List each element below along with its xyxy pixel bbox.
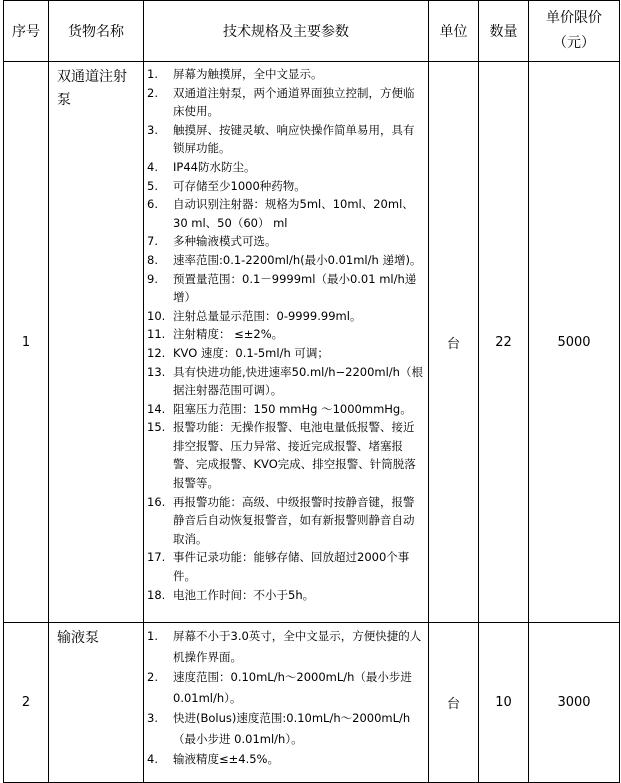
header-index: 序号 (4, 1, 49, 62)
spec-item-text: 再报警功能：高级、中级报警时按静音键，报警静音后自动恢复报警音，如有新报警则静音自动取消。 (173, 494, 415, 546)
spec-item-number: 6. (147, 197, 158, 212)
spec-list (147, 626, 424, 770)
spec-item-text: 事件记录功能：能够存储、回放超过2000个事件。 (173, 550, 410, 584)
spec-item (147, 493, 424, 549)
row-index: 2 (4, 623, 49, 783)
header-quantity: 数量 (479, 1, 529, 62)
header-unit: 单位 (429, 1, 479, 62)
spec-item-number: 9. (147, 271, 158, 286)
spec-item-text: 具有快进功能,快进速率50.ml/h−2200ml/h（根据注射器范围可调）。 (173, 364, 423, 398)
spec-item (147, 344, 424, 363)
spec-item-number: 12. (147, 345, 166, 360)
row-spec-cell (144, 623, 429, 783)
spec-item (147, 400, 424, 419)
spec-item (147, 195, 424, 232)
spec-item-text: 速度范围：0.10mL/h～2000mL/h（最小步进0.01ml/h）。 (173, 670, 412, 705)
spec-item-number: 5. (147, 178, 158, 193)
spec-item-number: 1. (147, 67, 158, 81)
spec-item-text: IP44防水防尘。 (173, 159, 256, 174)
spec-item-number: 17. (147, 550, 166, 565)
spec-item-number: 16. (147, 494, 166, 509)
spec-item (147, 418, 424, 492)
row-quantity: 22 (479, 62, 529, 623)
spec-item (147, 626, 424, 667)
spec-item-number: 13. (147, 364, 166, 379)
header-price (529, 1, 620, 62)
row-price: 5000 (529, 62, 620, 623)
spec-item (147, 667, 424, 708)
row-quantity: 10 (479, 623, 529, 783)
row-unit: 台 (429, 623, 479, 783)
header-price-line1: 单价限价 (546, 10, 602, 26)
spec-item-number: 1. (147, 629, 158, 643)
spec-item (147, 158, 424, 177)
spec-item-text: KVO 速度：0.1-5ml/h 可调； (173, 345, 329, 360)
spec-item (147, 363, 424, 400)
spec-item-text: 输液精度≤±4.5%。 (173, 752, 279, 766)
spec-list (147, 65, 424, 604)
spec-item-number: 18. (147, 587, 166, 602)
spec-item (147, 65, 424, 84)
spec-item-text: 预置量范围：0.1－9999ml（最小0.01 ml/h递增） (173, 271, 417, 305)
table-row (4, 623, 620, 783)
spec-item (147, 749, 424, 770)
spec-item (147, 84, 424, 121)
row-spec-cell (144, 62, 429, 623)
spec-item-number: 8. (147, 252, 158, 267)
spec-item-text: 双通道注射泵，两个通道界面独立控制，方便临床使用。 (173, 85, 415, 119)
spec-table (3, 0, 620, 783)
row-unit: 台 (429, 62, 479, 623)
spec-item-text: 电池工作时间：不小于5h。 (173, 587, 315, 602)
row-index: 1 (4, 62, 49, 623)
header-name: 货物名称 (49, 1, 144, 62)
row-item-name: 双通道注射泵 (49, 62, 144, 623)
spec-item (147, 232, 424, 251)
spec-item (147, 325, 424, 344)
spec-item-text: 触摸屏、按键灵敏、响应快操作简单易用，具有锁屏功能。 (173, 122, 415, 156)
row-item-name: 输液泵 (49, 623, 144, 783)
table-row (4, 62, 620, 623)
spec-item (147, 586, 424, 605)
spec-item-number: 7. (147, 234, 158, 249)
spec-item-text: 注射总量显示范围：0-9999.99ml。 (173, 308, 362, 323)
spec-item-text: 报警功能：无操作报警、电池电量低报警、接近排空报警、压力异常、接近完成报警、堵塞报警、完成报警、KVO完成、排空报警、针筒脱落报警等。 (173, 420, 416, 491)
spec-item-number: 4. (147, 752, 158, 766)
spec-item-text: 速率范围:0.1-2200ml/h(最小0.01ml/h 递增)。 (173, 252, 422, 267)
row-price: 3000 (529, 623, 620, 783)
spec-item-text: 注射精度： ≤±2%。 (173, 327, 284, 342)
spec-item-text: 多种输液模式可选。 (173, 234, 277, 249)
spec-item (147, 307, 424, 326)
spec-item-number: 2. (147, 85, 158, 100)
spec-item-text: 阻塞压力范围：150 mmHg ～1000mmHg。 (173, 401, 412, 416)
spec-item-number: 14. (147, 401, 166, 416)
spec-item-number: 11. (147, 327, 166, 342)
spec-item-number: 3. (147, 122, 158, 137)
spec-item-number: 15. (147, 420, 166, 435)
spec-item-text: 屏幕不小于3.0英寸，全中文显示，方便快捷的人机操作界面。 (173, 629, 422, 664)
header-price-line2: （元） (553, 35, 595, 51)
spec-item (147, 177, 424, 196)
spec-item-text: 可存储至少1000种药物。 (173, 178, 306, 193)
spec-item-text: 屏幕为触摸屏，全中文显示。 (173, 67, 323, 81)
spec-item (147, 548, 424, 585)
spec-item (147, 251, 424, 270)
header-row (4, 1, 620, 62)
header-spec: 技术规格及主要参数 (144, 1, 429, 62)
spec-item-text: 快进(Bolus)速度范围:0.10mL/h～2000mL/h（最小步进 0.01ml/h）。 (173, 711, 411, 746)
spec-item (147, 708, 424, 749)
spec-item (147, 121, 424, 158)
spec-item-number: 4. (147, 159, 158, 174)
spec-item-number: 2. (147, 670, 158, 684)
spec-item-number: 3. (147, 711, 158, 725)
spec-item (147, 270, 424, 307)
spec-item-text: 自动识别注射器：规格为5ml、10ml、20ml、30 ml、50（60） ml (173, 197, 414, 230)
spec-item-number: 10. (147, 308, 166, 323)
